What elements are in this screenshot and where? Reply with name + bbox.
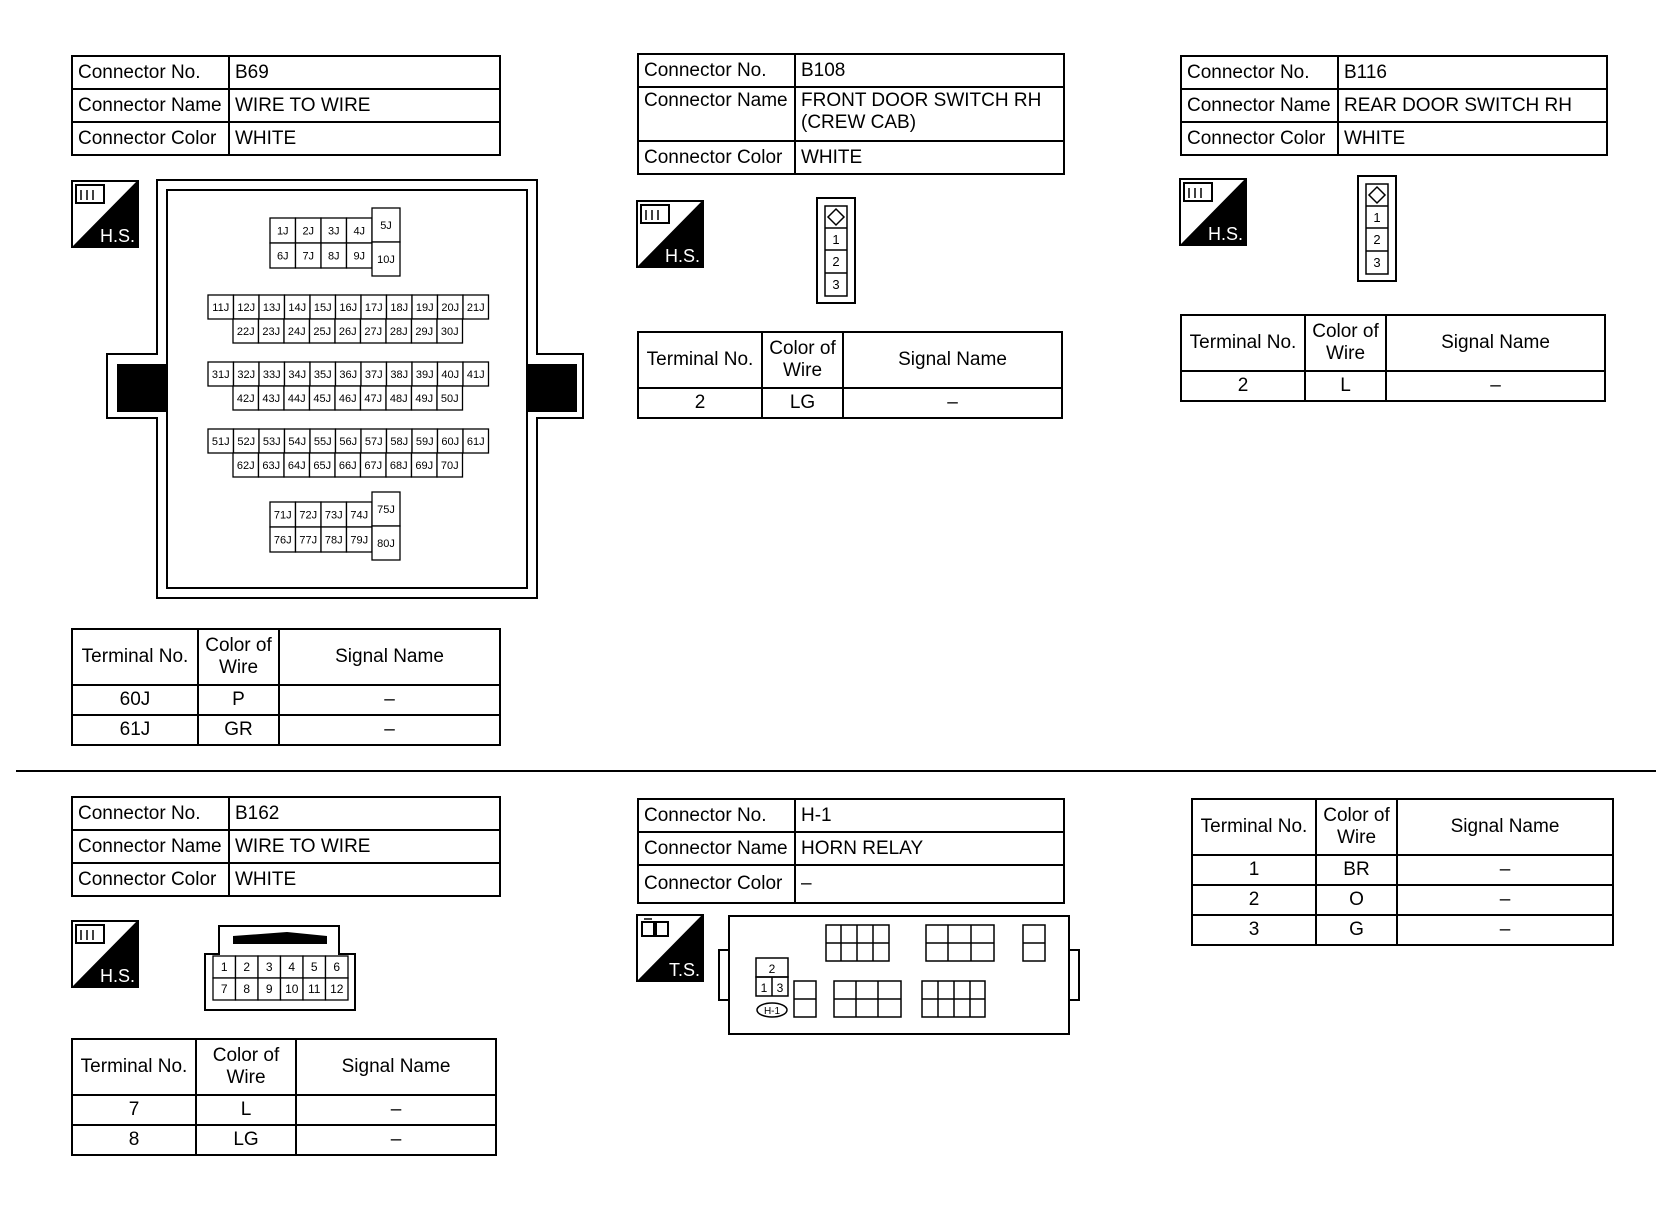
- connector-info-b69: [71, 55, 501, 156]
- signal-name: –: [1397, 885, 1613, 915]
- pin-label: 76J: [273, 534, 292, 547]
- wire-color: LG: [196, 1125, 296, 1155]
- pin-label: 7J: [302, 250, 315, 263]
- pin-label: 30J: [440, 326, 459, 338]
- pin-label: 70J: [440, 460, 459, 472]
- connector-no-value: B69: [229, 56, 500, 89]
- pin-label: 39J: [415, 369, 434, 381]
- pin-label: 25J: [313, 326, 332, 338]
- label-connector-color: Connector Color: [638, 141, 795, 174]
- pin-label: 72J: [299, 509, 318, 522]
- pin-label: 5J: [380, 220, 392, 232]
- header-signal-name: Signal Name: [843, 332, 1062, 388]
- pin-label: 10: [285, 982, 299, 996]
- connector-no-value: B162: [229, 797, 500, 830]
- terminal-no: 7: [72, 1095, 196, 1125]
- pin-label: 22J: [236, 326, 255, 338]
- pin-label: 75J: [377, 504, 395, 516]
- pin-label: 60J: [441, 436, 460, 448]
- badge-label: H.S.: [1207, 224, 1243, 244]
- header-terminal-no: Terminal No.: [1181, 315, 1305, 371]
- pin-label: 44J: [287, 393, 306, 405]
- pin-label: 10J: [377, 254, 395, 266]
- label-connector-color: Connector Color: [72, 863, 229, 896]
- label-connector-name: Connector Name: [72, 89, 229, 122]
- connector-info-b162: [71, 796, 501, 897]
- pin-label: 11J: [212, 302, 230, 314]
- pin-label: 20J: [441, 302, 460, 314]
- terminal-no: 1: [1192, 855, 1316, 885]
- signal-name: –: [1386, 371, 1605, 401]
- terminal-no: 8: [72, 1125, 196, 1155]
- terminal-table-h1: [1191, 798, 1614, 946]
- wire-color: BR: [1316, 855, 1397, 885]
- header-color-of-wire: Color of Wire: [198, 629, 279, 685]
- label-connector-color: Connector Color: [638, 865, 795, 903]
- pin-label: 62J: [236, 460, 255, 472]
- pin-label: 42J: [236, 393, 255, 405]
- header-signal-name: Signal Name: [279, 629, 500, 685]
- pin-label: 65J: [313, 460, 332, 472]
- pin-label: 3: [776, 981, 784, 995]
- pin-label: 69J: [415, 460, 434, 472]
- pin-label: 2J: [302, 225, 315, 238]
- pin-label: 80J: [377, 538, 395, 550]
- pin-label: 78J: [324, 534, 343, 547]
- connector-info-b116: [1180, 55, 1608, 156]
- pin-label: 8J: [327, 250, 340, 263]
- wire-color: L: [196, 1095, 296, 1125]
- pin-label: 36J: [339, 369, 358, 381]
- pin-label: 54J: [288, 436, 307, 448]
- signal-name: –: [279, 685, 500, 715]
- label-connector-name: Connector Name: [72, 830, 229, 863]
- header-color-of-wire: Color of Wire: [1316, 799, 1397, 855]
- pin-label: 21J: [466, 302, 485, 314]
- pin-label: 28J: [389, 326, 408, 338]
- connector-name-value: FRONT DOOR SWITCH RH (CREW CAB): [795, 87, 1064, 141]
- signal-name: –: [843, 388, 1062, 418]
- terminal-table-b69: [71, 628, 501, 746]
- badge-label: H.S.: [664, 246, 700, 266]
- terminal-table-b108: [637, 331, 1063, 419]
- header-terminal-no: Terminal No.: [638, 332, 762, 388]
- pin-label: 77J: [299, 534, 318, 547]
- pin-label: 32J: [237, 369, 256, 381]
- signal-name: –: [1397, 855, 1613, 885]
- terminal-table-b162: [71, 1038, 497, 1156]
- pin-label: 14J: [288, 302, 307, 314]
- header-color-of-wire: Color of Wire: [762, 332, 843, 388]
- pin-label: 55J: [313, 436, 332, 448]
- pin-label: 1: [760, 981, 768, 995]
- pin-label: 15J: [313, 302, 332, 314]
- pin-label: 2: [768, 962, 776, 976]
- terminal-no: 2: [1181, 371, 1305, 401]
- pin-label: 61J: [466, 436, 485, 448]
- connector-no-value: B108: [795, 54, 1064, 87]
- signal-name: –: [296, 1095, 496, 1125]
- label-connector-color: Connector Color: [72, 122, 229, 155]
- terminal-no: 60J: [72, 685, 198, 715]
- table-row: [72, 715, 500, 745]
- pin-label: 52J: [237, 436, 256, 448]
- table-row: [1192, 885, 1613, 915]
- table-row: [72, 685, 500, 715]
- header-terminal-no: Terminal No.: [1192, 799, 1316, 855]
- pin-label: 37J: [364, 369, 383, 381]
- wire-color: G: [1316, 915, 1397, 945]
- label-connector-name: Connector Name: [638, 87, 795, 141]
- pin-label: 19J: [415, 302, 434, 314]
- pin-label: 79J: [350, 534, 369, 547]
- terminal-no: 3: [1192, 915, 1316, 945]
- pin-label: 4J: [353, 225, 366, 238]
- label-connector-name: Connector Name: [1181, 89, 1338, 122]
- signal-name: –: [296, 1125, 496, 1155]
- pin-label: 58J: [390, 436, 409, 448]
- connector-face-b116: [1357, 175, 1399, 285]
- pin-label: 2: [1373, 232, 1381, 247]
- label-connector-no: Connector No.: [638, 799, 795, 832]
- pin-label: 12J: [237, 302, 256, 314]
- wire-color: O: [1316, 885, 1397, 915]
- pin-label: 38J: [390, 369, 409, 381]
- pin-label: 9J: [353, 250, 366, 263]
- connector-info-b108: [637, 53, 1065, 175]
- header-signal-name: Signal Name: [1397, 799, 1613, 855]
- badge-label: H.S.: [99, 226, 135, 246]
- pin-label: 5: [310, 960, 318, 974]
- pin-label: 41J: [466, 369, 485, 381]
- terminal-table-b116: [1180, 314, 1606, 402]
- header-color-of-wire: Color of Wire: [1305, 315, 1386, 371]
- pin-label: 1: [220, 960, 228, 974]
- pin-label: 51J: [211, 436, 230, 448]
- pin-label: 3: [1373, 255, 1381, 270]
- pin-label: 7: [220, 982, 228, 996]
- pin-label: 1J: [276, 225, 289, 238]
- pin-label: 68J: [389, 460, 408, 472]
- table-row: [638, 388, 1062, 418]
- connector-no-value: B116: [1338, 56, 1607, 89]
- pin-label: 50J: [440, 393, 459, 405]
- pin-label: 43J: [262, 393, 281, 405]
- connector-name-value: REAR DOOR SWITCH RH: [1338, 89, 1607, 122]
- label-connector-no: Connector No.: [72, 56, 229, 89]
- pin-label: 56J: [339, 436, 358, 448]
- pin-label: 63J: [262, 460, 281, 472]
- harness-side-icon: [1179, 178, 1247, 246]
- label-connector-color: Connector Color: [1181, 122, 1338, 155]
- section-divider: [16, 770, 1656, 772]
- header-terminal-no: Terminal No.: [72, 629, 198, 685]
- terminal-no: 2: [1192, 885, 1316, 915]
- terminal-side-icon: [636, 914, 704, 982]
- pin-label: 27J: [364, 326, 383, 338]
- pin-label: 31J: [211, 369, 230, 381]
- pin-label: 4: [288, 960, 296, 974]
- pin-label: 13J: [262, 302, 281, 314]
- connector-color-value: WHITE: [229, 863, 500, 896]
- pin-label: 6: [333, 960, 341, 974]
- harness-side-icon: [636, 200, 704, 268]
- pin-label: 46J: [338, 393, 357, 405]
- pin-label: 26J: [338, 326, 357, 338]
- header-terminal-no: Terminal No.: [72, 1039, 196, 1095]
- label-connector-no: Connector No.: [638, 54, 795, 87]
- wire-color: GR: [198, 715, 279, 745]
- header-signal-name: Signal Name: [296, 1039, 496, 1095]
- pin-label: 29J: [415, 326, 434, 338]
- pin-label: 12: [330, 982, 344, 996]
- pin-label: 3: [265, 960, 273, 974]
- pin-label: 53J: [262, 436, 281, 448]
- harness-side-icon: [71, 920, 139, 988]
- connector-face-h1: [717, 914, 1085, 1038]
- pin-label: 23J: [262, 326, 281, 338]
- pin-label: 3J: [327, 225, 340, 238]
- connector-face-b162: [203, 924, 359, 1012]
- label-connector-no: Connector No.: [72, 797, 229, 830]
- wire-color: L: [1305, 371, 1386, 401]
- pin-label: 47J: [364, 393, 383, 405]
- table-row: [72, 1095, 496, 1125]
- pin-label: 49J: [415, 393, 434, 405]
- badge-label: T.S.: [668, 960, 700, 980]
- connector-name-value: HORN RELAY: [795, 832, 1064, 865]
- pin-label: 2: [243, 960, 251, 974]
- connector-color-value: WHITE: [1338, 122, 1607, 155]
- label-connector-no: Connector No.: [1181, 56, 1338, 89]
- wire-color: P: [198, 685, 279, 715]
- pin-label: 16J: [339, 302, 358, 314]
- terminal-no: 2: [638, 388, 762, 418]
- pin-label: 59J: [415, 436, 434, 448]
- pin-label: 6J: [276, 250, 289, 263]
- terminal-no: 61J: [72, 715, 198, 745]
- pin-label: 64J: [287, 460, 306, 472]
- signal-name: –: [279, 715, 500, 745]
- pin-label: 71J: [273, 509, 292, 522]
- pin-label: 3: [832, 277, 840, 292]
- connector-color-value: WHITE: [795, 141, 1064, 174]
- pin-label: 34J: [288, 369, 307, 381]
- pin-label: 73J: [324, 509, 343, 522]
- relay-label: H-1: [763, 1006, 781, 1017]
- header-signal-name: Signal Name: [1386, 315, 1605, 371]
- pin-label: 57J: [364, 436, 383, 448]
- pin-label: 1: [1373, 210, 1381, 225]
- connector-name-value: WIRE TO WIRE: [229, 830, 500, 863]
- pin-label: 74J: [350, 509, 369, 522]
- connector-face-b108: [816, 197, 858, 307]
- signal-name: –: [1397, 915, 1613, 945]
- table-row: [1192, 855, 1613, 885]
- pin-label: 18J: [390, 302, 409, 314]
- header-color-of-wire: Color of Wire: [196, 1039, 296, 1095]
- pin-label: 67J: [364, 460, 383, 472]
- pin-label: 1: [832, 232, 840, 247]
- pin-label: 24J: [287, 326, 306, 338]
- connector-name-value: WIRE TO WIRE: [229, 89, 500, 122]
- connector-info-h1: [637, 798, 1065, 904]
- pin-label: 45J: [313, 393, 332, 405]
- table-row: [1181, 371, 1605, 401]
- pin-label: 11: [308, 982, 321, 996]
- pin-label: 48J: [389, 393, 408, 405]
- pin-label: 8: [243, 982, 251, 996]
- badge-label: H.S.: [99, 966, 135, 986]
- pin-label: 2: [832, 254, 840, 269]
- pin-label: 40J: [441, 369, 460, 381]
- connector-face-b69: [105, 178, 591, 600]
- connector-no-value: H-1: [795, 799, 1064, 832]
- pin-label: 9: [265, 982, 273, 996]
- wire-color: LG: [762, 388, 843, 418]
- pin-label: 33J: [262, 369, 281, 381]
- connector-color-value: WHITE: [229, 122, 500, 155]
- pin-label: 17J: [364, 302, 383, 314]
- connector-color-value: –: [795, 865, 1064, 903]
- table-row: [1192, 915, 1613, 945]
- pin-label: 35J: [313, 369, 332, 381]
- table-row: [72, 1125, 496, 1155]
- pin-label: 66J: [338, 460, 357, 472]
- label-connector-name: Connector Name: [638, 832, 795, 865]
